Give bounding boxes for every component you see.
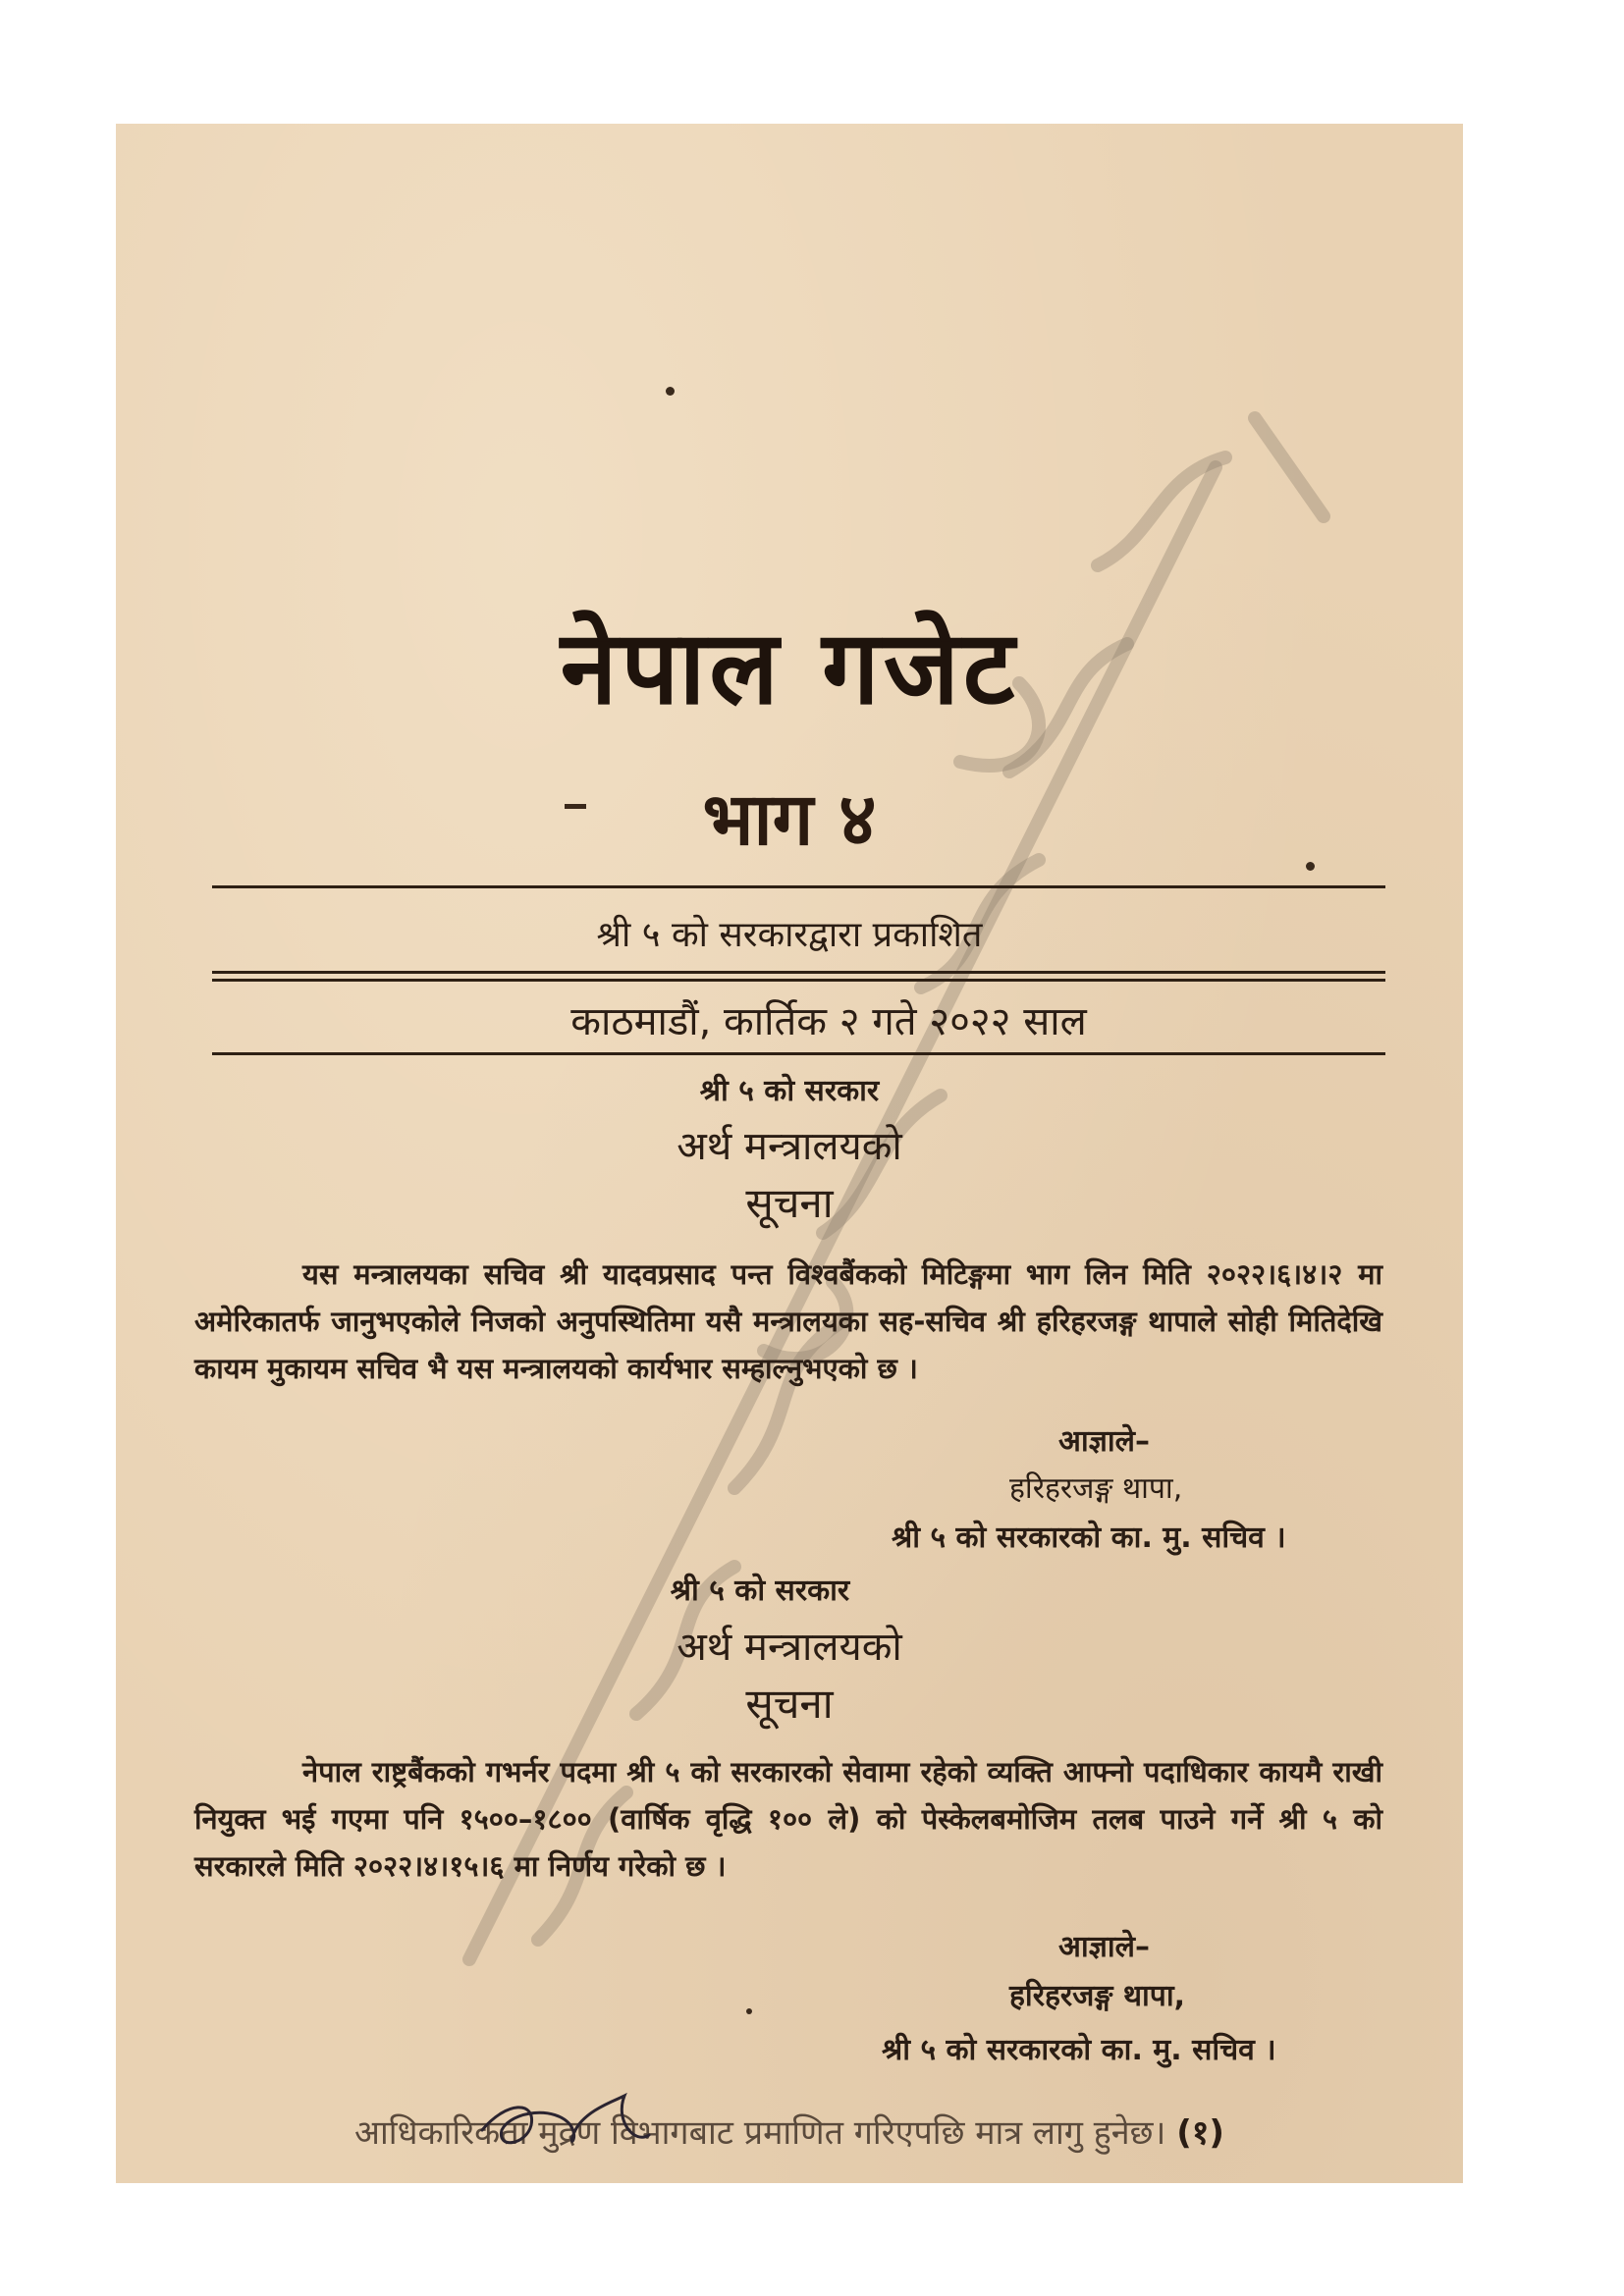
- authentication-footer: [116, 2109, 1463, 2154]
- notice-1-ministry: अर्थ मन्त्रालयको: [677, 1124, 902, 1169]
- ink-speck: [666, 387, 675, 396]
- notice-2-order-by: आज्ञाले–: [1058, 1930, 1150, 1964]
- notice-1-title: सूचना: [745, 1179, 834, 1227]
- notice-1-government: श्री ५ को सरकार: [699, 1074, 880, 1108]
- notice-1-order-by: आज्ञाले–: [1058, 1424, 1150, 1459]
- notice-1-body: यस मन्त्रालयका सचिव श्री यादवप्रसाद पन्त विश्वबैंकको मिटिङ्गमा भाग लिन मिति २०२२।६।४।२ मा अमेरिकातर्फ जानुभएकोले निजको अनुपस्थितिमा यसै मन्त्रालयका सह-सचिव श्री हरिहरजङ्ग थापाले सोही मितिदेखि कायम मुकायम सचिव भै यस मन्त्रालयको कार्यभार सम्हाल्नुभएको छ ।: [194, 1257, 1382, 1385]
- ink-speck: [1306, 862, 1315, 871]
- notice-1-designation: श्री ५ को सरकारको का. मु. सचिव ।: [892, 1521, 1286, 1555]
- notice-2-title: सूचना: [745, 1680, 834, 1728]
- notice-2-signatory: हरिहरजङ्ग थापा,: [1009, 1979, 1186, 2013]
- notice-2-ministry: अर्थ मन्त्रालयको: [677, 1625, 902, 1670]
- notice-1-signatory: हरिहरजङ्ग थापा,: [1009, 1471, 1183, 1506]
- gazette-title: नेपाल गजेट: [560, 608, 1019, 727]
- divider-rule: [212, 885, 1385, 888]
- gazette-part: भाग ४: [702, 777, 877, 862]
- gazette-page: [116, 124, 1463, 2183]
- dateline: काठमाडौं, कार्तिक २ गते २०२२ साल: [570, 999, 1087, 1044]
- divider-rule: [212, 1052, 1385, 1055]
- footer-note: आधिकारिकता मुद्रण विभागबाट प्रमाणित गरिएपछि मात्र लागु हुनेछ।: [354, 2113, 1166, 2153]
- notice-2-designation: श्री ५ को सरकारको का. मु. सचिव ।: [882, 2033, 1276, 2067]
- divider-rule: [212, 971, 1385, 974]
- notice-2-government: श्री ५ को सरकार: [670, 1574, 850, 1608]
- divider-rule: [212, 979, 1385, 982]
- publisher-line: श्री ५ को सरकारद्वारा प्रकाशित: [596, 915, 983, 955]
- page-number: (१): [1176, 2113, 1224, 2153]
- notice-2-body: नेपाल राष्ट्रबैंकको गभर्नर पदमा श्री ५ को सरकारको सेवामा रहेको व्यक्ति आफ्नो पदाधिकार कायमै राखी नियुक्त भई गएमा पनि १५००–१८०० (वार्षिक वृद्धि १०० ले) को पेस्केलबमोजिम तलब पाउने गर्ने श्री ५ को सरकारले मिति २०२२।४।१५।६ मा निर्णय गरेको छ ।: [194, 1755, 1382, 1883]
- handwritten-signature: [477, 2091, 654, 2160]
- ink-speck: [746, 2008, 752, 2014]
